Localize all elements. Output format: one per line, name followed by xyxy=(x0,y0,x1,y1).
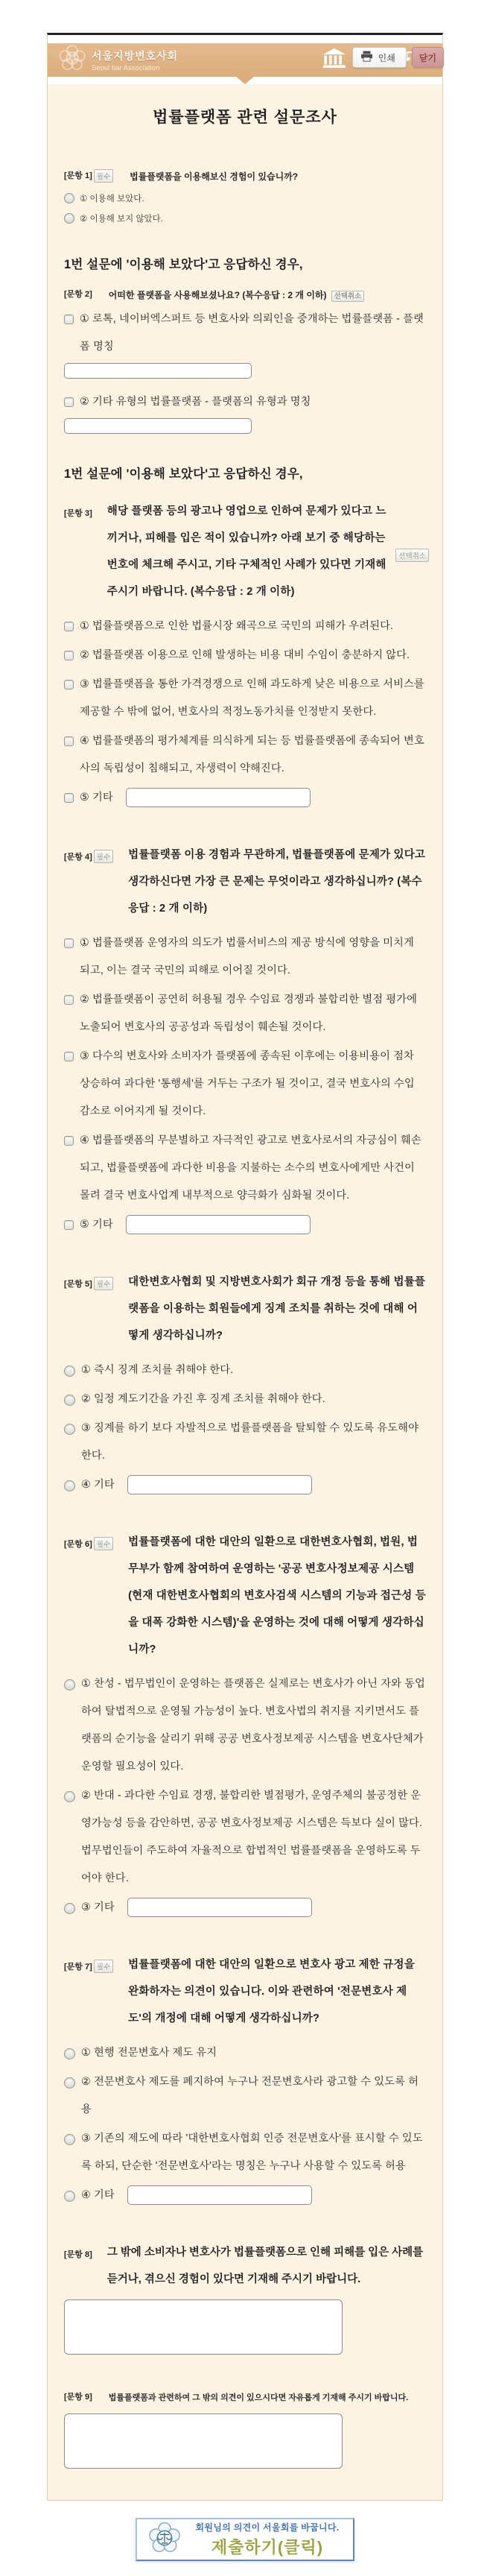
option-label: ① 법률플랫폼 운영자의 의도가 법률서비스의 제공 방식에 영향을 미치게 되고, 이는 결국 국민의 피해로 이어질 것이다. xyxy=(80,937,414,976)
other-text-input[interactable] xyxy=(127,2185,312,2205)
required-badge: 필수 xyxy=(94,1277,113,1290)
option-row xyxy=(64,727,426,783)
radio-button[interactable] xyxy=(64,2077,75,2089)
option-label: ④ 기타 xyxy=(81,1479,115,1491)
question-text: 그 밖에 소비자나 변호사가 법률플랫폼으로 인해 피해를 입은 사례를 듣거나, 겪으신 경험이 있다면 기재해 주시기 바랍니다. xyxy=(106,2247,424,2285)
question-text-inner: 어떠한 플랫폼을 사용해보셨나요? (복수응답 : 2 개 이하) xyxy=(108,290,327,300)
option-label: ③ 징계를 하기 보다 자발적으로 법률플랫폼을 탈퇴할 수 있도록 유도해야 한다. xyxy=(81,1422,419,1462)
option-row xyxy=(64,784,426,812)
option-row xyxy=(64,1894,426,1922)
seoul-bar-seal-icon xyxy=(58,44,86,76)
question-6-options xyxy=(64,1670,426,1922)
question-4-options xyxy=(64,929,426,1239)
header-notch xyxy=(235,76,255,84)
platform-name-input[interactable] xyxy=(64,418,252,434)
radio-button[interactable] xyxy=(64,1366,75,1377)
org-logo-group xyxy=(58,44,178,76)
option-row xyxy=(64,2125,426,2180)
question-8-head xyxy=(64,2239,426,2293)
question-5-options xyxy=(64,1357,426,1499)
question-1 xyxy=(64,169,426,224)
question-label: [문항 6] xyxy=(64,1540,92,1549)
question-8 xyxy=(64,2239,426,2355)
option-row xyxy=(64,642,426,669)
deselect-badge[interactable]: 선택취소 xyxy=(331,291,365,302)
question-text: 법률플랫폼에 대한 대안의 일환으로 변호사 광고 제한 규정을 완화하자는 의견이 있습니다. 이와 관련하여 '전문변호사 제도'의 개정에 대해 어떻게 생각하십니까? xyxy=(128,1959,415,2024)
checkbox[interactable] xyxy=(64,680,74,689)
question-label: [문항 5] xyxy=(64,1280,92,1289)
question-5 xyxy=(64,1269,426,1499)
option-row xyxy=(64,1670,426,1781)
question-text: 법률플랫폼과 관련하여 그 밖의 의견이 있으시다면 자유롭게 기재해 주시기 바랍니다. xyxy=(108,2393,409,2402)
radio-button[interactable] xyxy=(64,1679,75,1690)
option-label: ④ 법률플랫폼의 무분별하고 자극적인 광고로 변호사로서의 자긍심이 훼손되고, 법률플랫폼에 과다한 비용을 지불하는 소수의 변호사에게만 사건이 몰려 결국 변호사업계 내부적으로 양극화가 심화될 것이다. xyxy=(80,1134,421,1202)
option-row xyxy=(64,1043,426,1126)
option-label: ① 찬성 - 법무법인이 운영하는 플랫폼은 실제로는 변호사가 아닌 자와 동업하여 탈법적으로 운영될 가능성이 높다. 변호사법의 취지를 지키면서도 플랫폼의 순기능을 살리기 위해 공공 변호사정보제공 시스템을 변호사단체가 운영할 필요성이 있다. xyxy=(81,1678,425,1772)
org-name-block xyxy=(92,48,178,72)
close-button[interactable]: 닫기 xyxy=(412,47,444,68)
option-row xyxy=(64,1471,426,1499)
question-text: 해당 플랫폼 등의 광고나 영업으로 인하여 문제가 있다고 느끼거나, 피해를 입은 적이 있습니까? 아래 보기 중 해당하는 번호에 체크해 주시고, 기타 구체적인 사례가 있다면 기재해 주시기 바랍니다. (복수응답 : 2 개 이하) xyxy=(106,505,386,598)
seoul-bar-seal-icon xyxy=(147,2521,182,2559)
question-1-options xyxy=(64,192,426,224)
question-text: 법률플랫폼 이용 경험과 무관하게, 법률플랫폼에 문제가 있다고 생각하신다면 가장 큰 문제는 무엇이라고 생각하십니까? (복수응답 : 2 개 이하) xyxy=(128,849,426,915)
other-text-input[interactable] xyxy=(126,1215,311,1234)
submit-texts xyxy=(189,2521,346,2558)
required-badge: 필수 xyxy=(94,1537,113,1550)
option-label: ③ 기존의 제도에 따라 '대한변호사협회 인증 전문변호사'를 표시할 수 있도록 하되, 단순한 '전문변호사'라는 명칭은 누구나 사용할 수 있도록 허용 xyxy=(81,2133,423,2172)
radio-button[interactable] xyxy=(64,213,74,224)
radio-button[interactable] xyxy=(64,1791,75,1802)
option-row xyxy=(64,671,426,726)
option-label: ⑤ 기타 xyxy=(80,792,113,804)
checkbox[interactable] xyxy=(64,651,74,660)
option-label: ⑤ 기타 xyxy=(80,1219,113,1231)
radio-button[interactable] xyxy=(64,2048,75,2059)
header-notch-row xyxy=(48,77,442,84)
question-text xyxy=(109,288,426,301)
page-title: 법률플랫폼 관련 설문조사 xyxy=(153,109,337,126)
option-row xyxy=(64,388,426,416)
question-text: 법률플랫폼에 대한 대안의 일환으로 대한변호사협회, 법원, 법무부가 함께 참여하여 운영하는 '공공 변호사정보제공 시스템(현재 대한변호사협회의 변호사검색 시스템의 기능과 접근성 등을 대폭 강화한 시스템)'을 운영하는 것에 대해 어떻게 생각하십니까? xyxy=(128,1536,426,1655)
submit-button-label: 제출하기(클릭) xyxy=(211,2538,324,2557)
checkbox[interactable] xyxy=(64,1052,74,1061)
printer-icon xyxy=(360,51,373,64)
option-label: ② 기타 유형의 법률플랫폼 - 플랫폼의 유형과 명칭 xyxy=(80,396,311,408)
option-label: ① 현행 전문변호사 제도 유지 xyxy=(81,2047,217,2059)
radio-button[interactable] xyxy=(64,1424,75,1435)
question-9 xyxy=(64,2390,426,2469)
checkbox[interactable] xyxy=(64,995,74,1005)
question-4-head xyxy=(64,842,426,922)
question-2-options xyxy=(64,306,426,434)
question-7-head xyxy=(64,1951,426,2032)
section-note: 1번 설문에 '이용해 보았다'고 응답하신 경우, xyxy=(64,467,303,481)
submit-area xyxy=(0,2518,490,2576)
radio-button[interactable] xyxy=(64,2134,75,2145)
other-text-input[interactable] xyxy=(126,788,311,807)
question-3-head xyxy=(64,498,426,605)
survey-panel xyxy=(47,33,443,2501)
checkbox[interactable] xyxy=(64,315,74,324)
option-label: ② 이용해 보지 않았다. xyxy=(80,215,163,224)
question-3 xyxy=(64,498,426,812)
option-row xyxy=(64,192,426,204)
option-row xyxy=(64,306,426,361)
other-text-input[interactable] xyxy=(127,1898,312,1917)
checkbox[interactable] xyxy=(64,1220,74,1230)
print-button[interactable] xyxy=(352,47,407,68)
courthouse-icon xyxy=(322,48,347,73)
option-label: ① 법률플랫폼으로 인한 법률시장 왜곡으로 국민의 피해가 우려된다. xyxy=(80,620,394,632)
question-7-options xyxy=(64,2039,426,2209)
radio-button[interactable] xyxy=(64,1480,75,1491)
option-label: ① 로톡, 네이버엑스퍼트 등 변호사와 의뢰인을 중개하는 법률플랫폼 - 플랫폼 명칭 xyxy=(80,313,424,353)
option-label: ② 법률플랫폼이 공연히 허용될 경우 수임료 경쟁과 불합리한 별점 평가에 노출되어 변호사의 공공성과 독립성이 훼손될 것이다. xyxy=(80,994,417,1033)
option-row xyxy=(64,1357,426,1384)
required-badge: 필수 xyxy=(94,1960,113,1973)
question-4 xyxy=(64,842,426,1239)
option-label: ② 법률플랫폼 이용으로 인해 발생하는 비용 대비 수임이 충분하지 않다. xyxy=(80,649,410,661)
checkbox[interactable] xyxy=(64,736,74,746)
required-badge: 필수 xyxy=(94,850,113,863)
option-row xyxy=(64,1782,426,1892)
question-label: [문항 9] xyxy=(64,2393,92,2402)
org-name-en: Seoul bar Association xyxy=(92,63,160,72)
question-6 xyxy=(64,1529,426,1922)
option-row xyxy=(64,613,426,640)
radio-button[interactable] xyxy=(64,1903,75,1914)
org-name: 서울지방변호사회 xyxy=(92,49,179,62)
option-row xyxy=(64,212,426,224)
survey-content xyxy=(48,84,442,2500)
option-label: ① 이용해 보았다. xyxy=(80,195,144,203)
question-label: [문항 2] xyxy=(64,290,92,299)
option-label: ② 반대 - 과다한 수임료 경쟁, 불합리한 별점평가, 운영주체의 불공정한 운영가능성 등을 감안하면, 공공 변호사정보제공 시스템은 득보다 실이 많다. 법무법인들이 주도하여 자율적으로 합법적인 법률플랫폼을 운영하도록 두어야 한다. xyxy=(81,1790,423,1884)
checkbox[interactable] xyxy=(64,622,74,631)
deselect-badge[interactable]: 선택취소 xyxy=(395,549,429,562)
checkbox[interactable] xyxy=(64,938,74,948)
toolbar xyxy=(352,47,444,68)
option-row xyxy=(64,1127,426,1210)
case-experience-textarea[interactable] xyxy=(64,2299,343,2355)
option-row xyxy=(64,1211,426,1239)
option-label: ③ 법률플랫폼을 통한 가격경쟁으로 인해 과도하게 낮은 비용으로 서비스를 제공할 수 밖에 없어, 변호사의 적정노동가치를 인정받지 못한다. xyxy=(80,678,424,718)
radio-button[interactable] xyxy=(64,1395,75,1406)
question-text: 법률플랫폼을 이용해보신 경험이 있습니까? xyxy=(130,171,299,182)
question-label: [문항 1] xyxy=(64,171,92,180)
option-label: ④ 법률플랫폼의 평가체계를 의식하게 되는 등 법률플랫폼에 종속되어 변호사의 독립성이 침해되고, 자생력이 약해진다. xyxy=(80,735,424,774)
question-label: [문항 7] xyxy=(64,1963,92,1972)
question-label: [문항 8] xyxy=(64,2250,92,2259)
question-7 xyxy=(64,1951,426,2209)
free-opinion-textarea[interactable] xyxy=(64,2414,343,2469)
option-label: ③ 다수의 변호사와 소비자가 플랫폼에 종속된 이후에는 이용비용이 점차 상승하여 과다한 '통행세'를 거두는 구조가 될 것이고, 결국 변호사의 수입 감소로 이어지게 될 것이다. xyxy=(80,1050,415,1117)
checkbox[interactable] xyxy=(64,793,74,803)
print-button-label: 인쇄 xyxy=(378,52,395,63)
option-row xyxy=(64,1386,426,1413)
option-label: ② 일정 계도기간을 가진 후 징계 조치를 취해야 한다. xyxy=(81,1393,325,1405)
question-1-head xyxy=(64,169,426,183)
option-row xyxy=(64,2068,426,2124)
submit-button[interactable] xyxy=(136,2518,354,2561)
question-5-head xyxy=(64,1269,426,1349)
other-text-input[interactable] xyxy=(127,1475,312,1494)
question-2-head xyxy=(64,288,426,301)
option-label: ② 전문변호사 제도를 폐지하여 누구나 전문변호사라 광고할 수 있도록 허용 xyxy=(81,2076,419,2115)
option-row xyxy=(64,2182,426,2209)
platform-name-input[interactable] xyxy=(64,363,252,379)
question-9-head xyxy=(64,2390,426,2403)
option-row xyxy=(64,1415,426,1470)
option-label: ④ 기타 xyxy=(81,2189,115,2201)
option-row xyxy=(64,2039,426,2067)
question-6-head xyxy=(64,1529,426,1663)
submit-tagline: 회원님의 의견이 서울회를 바꿉니다. xyxy=(195,2522,340,2533)
question-text: 대한변호사협회 및 지방변호사회가 회규 개정 등을 통해 법률플랫폼을 이용하는 회원들에게 징계 조치를 취하는 것에 대해 어떻게 생각하십니까? xyxy=(128,1276,426,1342)
question-label: [문항 3] xyxy=(64,509,92,518)
radio-button[interactable] xyxy=(64,193,74,203)
option-row xyxy=(64,986,426,1041)
panel-top-gap xyxy=(48,35,442,43)
option-label: ③ 기타 xyxy=(81,1901,115,1913)
required-badge: 필수 xyxy=(94,169,113,183)
checkbox[interactable] xyxy=(64,1136,74,1146)
section-note: 1번 설문에 '이용해 보았다'고 응답하신 경우, xyxy=(64,258,303,271)
option-label: ① 즉시 징계 조치를 취해야 한다. xyxy=(81,1364,234,1376)
option-row xyxy=(64,929,426,985)
question-2 xyxy=(64,288,426,434)
checkbox[interactable] xyxy=(64,397,74,407)
radio-button[interactable] xyxy=(64,2191,75,2202)
question-label: [문항 4] xyxy=(64,853,92,862)
question-3-options xyxy=(64,613,426,812)
